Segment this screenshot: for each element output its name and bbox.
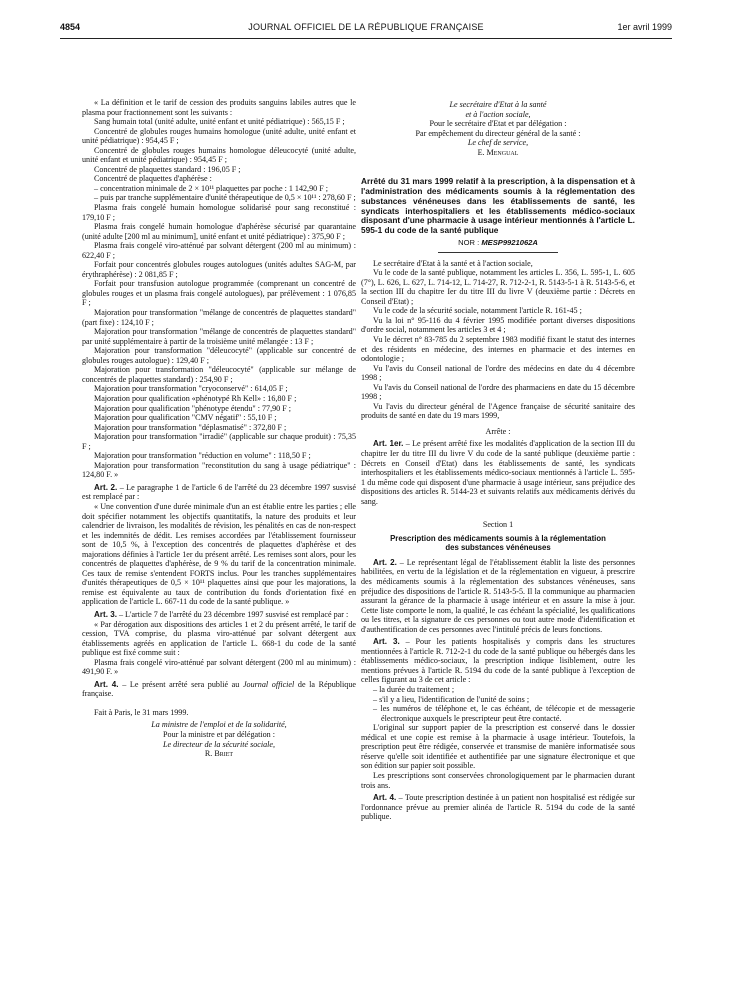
article-2-text: « Une convention d'une durée minimale d'un an est établie entre les parties ; elle doit spécifier notamment les objectifs quantitatifs, la nature des produits et leur calendrier de livraison, les modalités de révision, les pénalités en cas de non-respect et les indemnités de dédit. Les remises accordées par l'établissement fournisseur sont de 10,5 %, à l'exception des concentrés de plaquettes d'aphérèse et des majorations définies à l'article 1er du présent arrêté. Les remises sont alors, pour les concentrés de plaquettes d'aphérèse, de 9 % du tarif de la concentration minimale. Ces taux de remise s'entendent FORTS inclus. Pour les tranches supplémentaires d'unités thérapeutiques de 0,5 × 10¹¹ plaquettes ainsi que pour les majorations, la remise est équivalente au taux de contribution du fonds d'orientation fixé en application de l'article L. 667-11 du code de la santé publique. » — [82, 501, 356, 607]
tariff-item: Forfait pour transfusion autologue programmée (comprenant un concentré de globules rouges et un plasma frais congelé autologues), par prélèvement : 1 076,85 F ; — [82, 279, 356, 308]
preamble: Vu l'avis du Conseil national de l'ordre des pharmaciens en date du 15 décembre 1998 ; — [361, 382, 635, 402]
signatory-function: Le chef de service, — [467, 138, 529, 148]
tariff-item: Forfait pour concentrés globules rouges autologues (unités adultes SAG-M, par érythraphérèse) : 2 081,85 F ; — [82, 260, 356, 279]
tariff-item: Majoration pour transformation "réduction en volume" : 118,50 F ; — [94, 451, 311, 461]
tariff-item: Majoration pour transformation "reconstitution du sang à usage pédiatrique" : 124,80 F. » — [82, 460, 356, 480]
arrete-heading: Arrête : — [485, 426, 511, 436]
signatory-title: La ministre de l'emploi et de la solidarité, — [151, 720, 287, 730]
article-label: Art. 3. — [94, 609, 117, 619]
tariff-item: Majoration pour transformation "mélange de concentrés de plaquettes standard" par unité supplémentaire à partir de la troisième unité mélangée : 13 F ; — [82, 327, 356, 346]
signatory-name: E. Mengual — [477, 147, 519, 157]
delegation-line: Pour le secrétaire d'Etat et par délégation : — [429, 119, 567, 129]
tariff-item: Plasma frais congelé humain homologue solidarisé pour sang reconstitué : 179,10 F ; — [82, 203, 356, 222]
article-4: Art. 4. – Toute prescription destinée à un patient non hospitalisé est rédigée sur l'ordonnance prévue au premier alinéa de l'article R. 5194 du code de la santé publique. — [361, 793, 635, 822]
article-3-item: – la durée du traitement ; — [373, 685, 455, 695]
article-4: Art. 4. – Le présent arrêté sera publié au Journal officiel de la République française. — [82, 679, 356, 699]
tariff-item: Majoration pour transformation "déleucocyté" (applicable sur concentré de globules rouges autologue) : 129,40 F ; — [82, 346, 356, 365]
tariff-item: Concentré de globules rouges humains homologue (unité adulte, unité enfant et unité pédiatrique) : 954,45 F ; — [82, 126, 356, 146]
article-3: Art. 3. – Pour les patients hospitalisés y compris dans les structures mentionnées à l'article R. 712-2-1 du code de la santé publique ou hébergés dans les établissements médico-sociaux, la prescription indique lisiblement, outre les mentions prévues à l'article R. 5194 du code de la santé publique à l'exception de celles figurant au 3 de cet article : — [361, 637, 635, 685]
tariff-item: Majoration pour transformation "mélange de concentrés de plaquettes standard" (part fixe) : 124,10 F ; — [82, 308, 356, 327]
nor-reference: NOR : MESP9921062A — [458, 238, 538, 248]
tariff-item: Plasma frais congelé viro-atténué par solvant détergent (200 ml au minimum) : 622,40 F ; — [82, 241, 356, 260]
article-3-item: – les numéros de téléphone et, le cas échéant, de télécopie et de messagerie électronique auxquels le prescripteur peut être contacté. — [373, 704, 635, 723]
right-column — [361, 100, 635, 822]
article-label: Art. 1er. — [373, 439, 404, 449]
preamble: Vu l'avis du Conseil national de l'ordre des médecins en date du 4 décembre 1998 ; — [361, 363, 635, 383]
tariff-item: Majoration pour transformation "irradié" (applicable sur chaque produit) : 75,35 F ; — [82, 432, 356, 451]
article-3-text: Les prescriptions sont conservées chronologiquement par le pharmacien durant trois ans. — [361, 770, 635, 790]
section-heading: Section 1 — [482, 520, 514, 530]
preamble: Le secrétaire d'Etat à la santé et à l'action sociale, — [373, 258, 533, 268]
tariff-item: Majoration pour qualification «phénotypé Rh Kell» : 16,80 F ; — [94, 393, 297, 403]
tariff-item: Majoration pour qualification "CMV négatif" : 55,10 F ; — [94, 413, 277, 423]
signatory-title: et à l'action sociale, — [465, 109, 531, 119]
section-title: Prescription des médicaments soumis à la réglementation des substances vénéneuses — [390, 533, 606, 553]
decree-title: Arrêté du 31 mars 1999 relatif à la prescription, à la dispensation et à l'administration des médicaments soumis à la réglementation des substances vénéneuses dans les établissements de santé, les syndicats interhospitaliers et les établissements médico-sociaux disposant d'une pharmacie à usage intérieur mentionnés à l'article L. 595-1 du code de la santé publique — [361, 176, 635, 236]
preamble: Vu le code de la sécurité sociale, notamment l'article R. 161-45 ; — [373, 306, 582, 316]
tariff-item: Majoration pour transformation "cryoconservé" : 614,05 F ; — [94, 384, 288, 394]
header-rule — [60, 38, 672, 39]
signatory-name: R. Briet — [204, 749, 234, 759]
title-rule — [438, 252, 558, 253]
article-label: Art. 2. — [94, 482, 118, 492]
article-label: Art. 4. — [373, 793, 397, 803]
issue-date: 1er avril 1999 — [617, 22, 672, 32]
preamble: Vu l'avis du directeur général de l'Agence française de sécurité sanitaire des produits de santé en date du 19 mars 1999, — [361, 401, 635, 421]
article-label: Art. 2. — [373, 557, 397, 567]
article-2: Art. 2. – Le représentant légal de l'établissement établit la liste des personnes habilitées, en vertu de la législation et de la réglementation en vigueur, à prescrire des médicaments soumis à la réglementation des substances vénéneuses, sans préjudice des dispositions de l'article R. 5143-5-5. Il la communique au pharmacien assurant la gérance de la pharmacie à usage intérieur et en assure la mise à jour. Cette liste comporte le nom, la qualité, le cas échéant la spécialité, les qualifications ou les titres, et la signature de ces personnes ou tout autre mode d'identification et d'authentification de ces personnes avec l'intitulé précis de leurs fonctions. — [361, 557, 635, 634]
journal-title: JOURNAL OFFICIEL DE LA RÉPUBLIQUE FRANÇAISE — [248, 22, 484, 32]
tariff-subitem: – puis par tranche supplémentaire d'unité thérapeutique de 0,5 × 10¹¹ : 278,60 F ; — [94, 193, 356, 203]
tariff-item: Majoration pour qualification "phénotype étendu" : 77,90 F ; — [94, 403, 291, 413]
tariff-item: Concentré de plaquettes standard : 196,05 F ; — [94, 164, 241, 174]
tariff-item: Concentré de globules rouges humains homologue déleucocyté (unité adulte, unité enfant et unité pédiatrique) : 954,45 F ; — [82, 145, 356, 165]
tariff-item: Concentré de plaquettes d'aphérèse : — [94, 174, 212, 184]
delegation-line: Pour la ministre et par délégation : — [163, 730, 275, 739]
article-label: Art. 4. — [94, 679, 119, 689]
tariff-item: Majoration pour transformation "déplasmatisé" : 372,80 F ; — [94, 422, 287, 432]
delegation-line: Par empêchement du directeur général de la santé : — [415, 128, 581, 138]
signatory-title: Le secrétaire d'Etat à la santé — [449, 100, 547, 109]
article-3-text: « Par dérogation aux dispositions des articles 1 et 2 du présent arrêté, le tarif de cession, TVA comprise, du plasma viro-atténué par solvant détergent aux établissements agréés en application de l'article L. 668-1 du code de la santé publique est fixé comme suit : — [82, 619, 356, 658]
left-column — [82, 98, 356, 759]
tariff-item: Majoration pour transformation "déleucocyté" (applicable sur mélange de concentrés de plaquettes standard) : 254,90 F ; — [82, 365, 356, 384]
preamble: Vu le code de la santé publique, notamment les articles L. 356, L. 595-1, L. 605 (7°), L. 626, L. 627, L. 714-12, L. 714-27, R. 712-2-1, R. 5143-5-1 à R. 5143-5-6, et la section III du chapitre Ier du titre III du livre V (deuxième partie : Décrets en Conseil d'Etat) ; — [361, 268, 635, 306]
article-3: Art. 3. – L'article 7 de l'arrêté du 23 décembre 1997 susvisé est remplacé par : — [94, 609, 349, 619]
tariff-item: Sang humain total (unité adulte, unité enfant et unité pédiatrique) : 565,15 F ; — [94, 117, 345, 127]
tariff-subitem: – concentration minimale de 2 × 10¹¹ plaquettes par poche : 1 142,90 F ; — [94, 183, 328, 193]
article-2: Art. 2. – Le paragraphe 1 de l'article 6 de l'arrêté du 23 décembre 1997 susvisé est remplacé par : — [82, 482, 356, 502]
preamble: Vu la loi n° 95-116 du 4 février 1995 modifiée portant diverses dispositions d'ordre social, notamment les articles 3 et 4 ; — [361, 315, 635, 335]
signatory-function: Le directeur de la sécurité sociale, — [162, 739, 276, 749]
tariff-intro: « La définition et le tarif de cession des produits sanguins labiles autres que le plasma pour fractionnement sont les suivants : — [82, 98, 356, 117]
page-header — [60, 22, 672, 38]
page-number: 4854 — [60, 22, 81, 32]
article-1: Art. 1er. – Le présent arrêté fixe les modalités d'application de la section III du chapitre Ier du titre III du livre V du code de la santé publique (deuxième partie : Décrets en Conseil d'Etat) dans les établissements de santé, les syndicats interhospitaliers et les établissements médico-sociaux mentionnés à l'article L. 595-1 du même code qui disposent d'une pharmacie à usage intérieur, sans préjudice des dispositions des articles R. 5144-23 et suivants relatifs aux médicaments dérivés du sang. — [361, 439, 635, 506]
preamble: Vu le décret n° 83-785 du 2 septembre 1983 modifié fixant le statut des internes et des résidents en médecine, des internes en pharmacie et des internes en odontologie ; — [361, 334, 635, 364]
article-3-text: Plasma frais congelé viro-atténué par solvant détergent (200 ml au minimum) : 491,90 F. » — [82, 657, 356, 677]
article-3-item: – s'il y a lieu, l'identification de l'unité de soins ; — [373, 694, 530, 704]
article-3-text: L'original sur support papier de la prescription est conservé dans le dossier médical et une copie est remise à la pharmacie à usage intérieur. Toutefois, la prescription peut être rédigée, conservée et transmise de manière informatisée sous réserve qu'elle soit identifiée et authentifiée par une signature électronique et que son édition sur papier soit possible. — [361, 723, 635, 771]
signing-place-date: Fait à Paris, le 31 mars 1999. — [94, 707, 189, 717]
tariff-item: Plasma frais congelé humain homologue d'aphérèse sécurisé par quarantaine (unité adulte [200 ml au minimum], unité enfant et unité pédiatrique) : 375,90 F ; — [82, 222, 356, 241]
article-label: Art. 3. — [373, 637, 400, 647]
